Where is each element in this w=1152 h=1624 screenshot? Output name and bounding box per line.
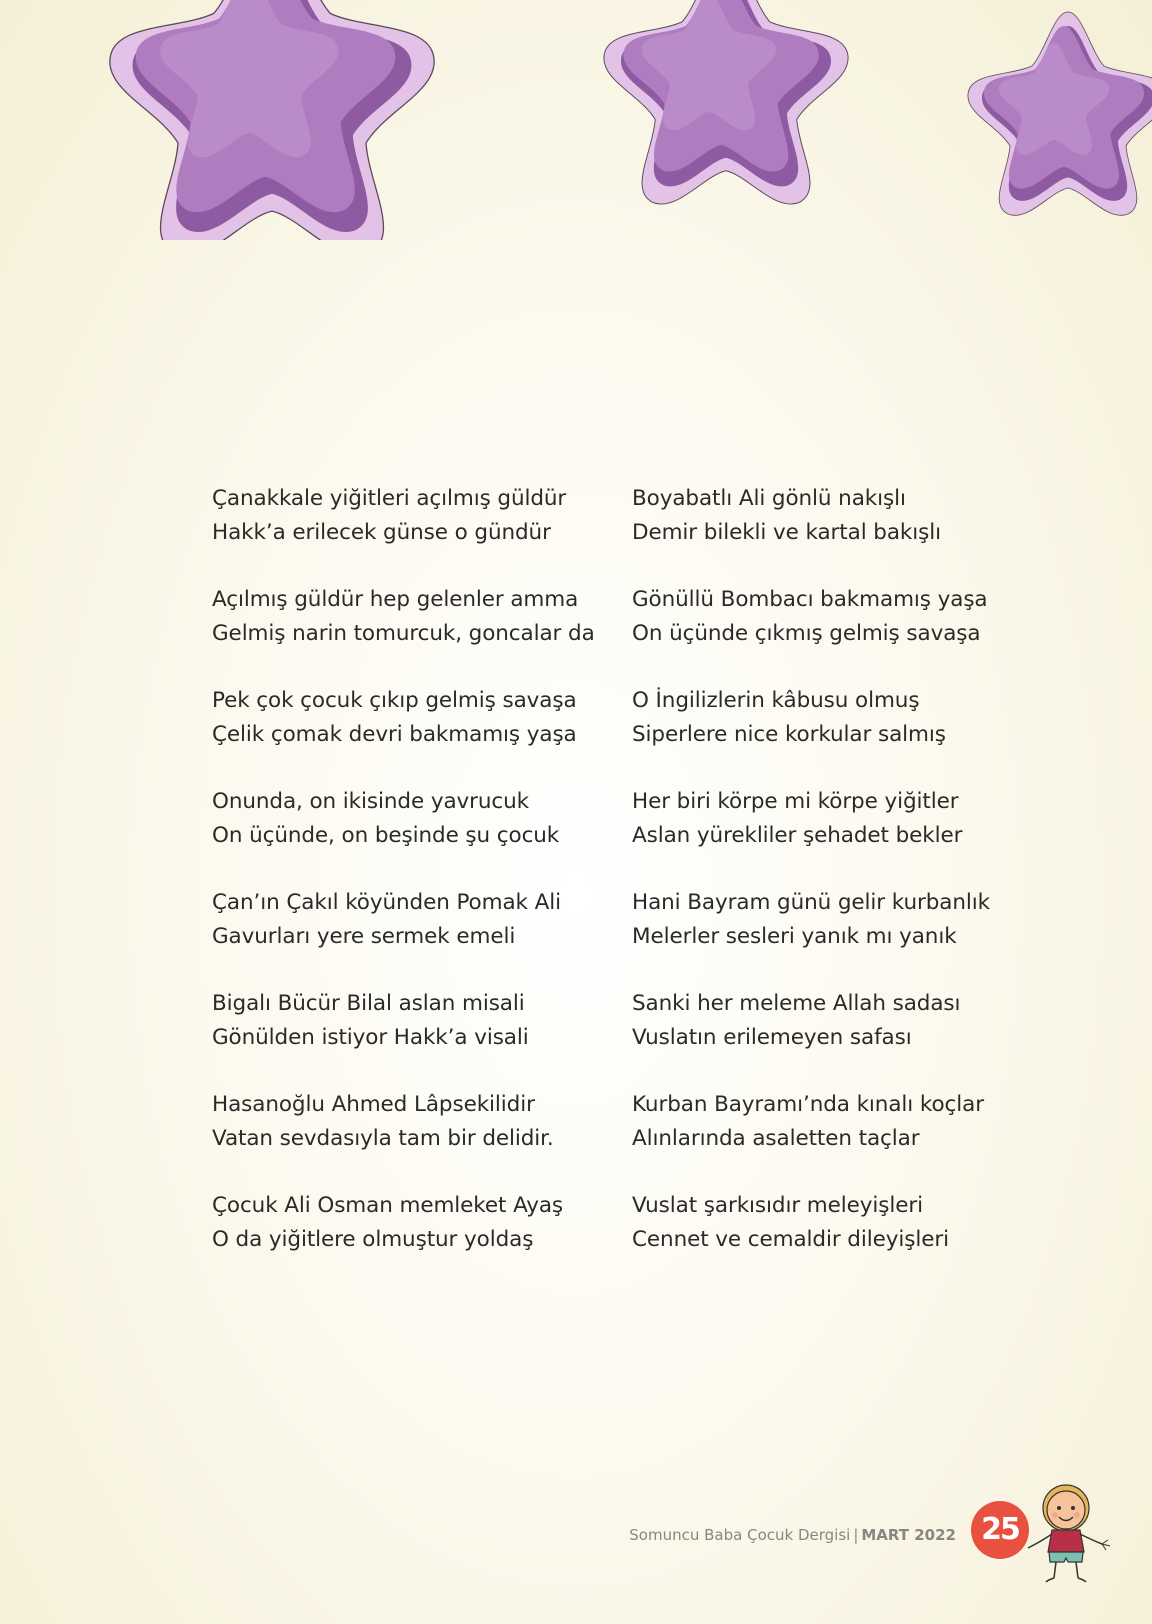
poem-line: O da yiğitlere olmuştur yoldaş — [212, 1227, 534, 1252]
footer-separator: | — [853, 1526, 859, 1544]
stanza — [632, 1088, 1012, 1156]
stanza — [212, 1189, 592, 1257]
cartoon-boy-icon — [1022, 1478, 1114, 1586]
stanza — [632, 886, 1012, 954]
poem-line: Gelmiş narin tomurcuk, goncalar da — [212, 621, 595, 646]
poem-line: Gavurları yere sermek emeli — [212, 924, 516, 949]
page-footer — [629, 1526, 956, 1544]
poem-line: On üçünde, on beşinde şu çocuk — [212, 823, 560, 848]
poem-line: Vuslat şarkısıdır meleyişleri — [632, 1193, 923, 1218]
poem-column-right — [632, 482, 1012, 1290]
poem-line: Aslan yürekliler şehadet bekler — [632, 823, 963, 848]
poem-line: Hasanoğlu Ahmed Lâpsekilidir — [212, 1092, 535, 1117]
star-icon — [968, 12, 1152, 215]
stanza — [212, 785, 592, 853]
poem-line: Çelik çomak devri bakmamış yaşa — [212, 722, 577, 747]
star-icon — [110, 0, 434, 240]
poem-line: Melerler sesleri yanık mı yanık — [632, 924, 957, 949]
stanza — [212, 684, 592, 752]
poem-line: Hani Bayram günü gelir kurbanlık — [632, 890, 990, 915]
stanza — [212, 583, 595, 651]
poem-line: Çocuk Ali Osman memleket Ayaş — [212, 1193, 564, 1218]
poem-line: O İngilizlerin kâbusu olmuş — [632, 688, 920, 713]
poem-line: Her biri körpe mi körpe yiğitler — [632, 789, 959, 814]
star-decorations — [0, 0, 1152, 240]
star-icon — [604, 0, 848, 204]
stanza — [212, 482, 592, 550]
poem-line: Pek çok çocuk çıkıp gelmiş savaşa — [212, 688, 577, 713]
poem-line: Çan’ın Çakıl köyünden Pomak Ali — [212, 890, 561, 915]
stanza — [632, 987, 1012, 1055]
poem-line: Vatan sevdasıyla tam bir delidir. — [212, 1126, 554, 1151]
stanza — [632, 785, 1012, 853]
poem-line: Boyabatlı Ali gönlü nakışlı — [632, 486, 906, 511]
poem-line: Gönülden istiyor Hakk’a visali — [212, 1025, 529, 1050]
poem-line: Onunda, on ikisinde yavrucuk — [212, 789, 530, 814]
poem-line: Demir bilekli ve kartal bakışlı — [632, 520, 942, 545]
poem-line: Açılmış güldür hep gelenler amma — [212, 587, 579, 612]
stanza — [632, 1189, 1012, 1257]
poem-line: Cennet ve cemaldir dileyişleri — [632, 1227, 949, 1252]
poem-line: Gönüllü Bombacı bakmamış yaşa — [632, 587, 988, 612]
stanza — [632, 684, 1012, 752]
issue-date: MART 2022 — [861, 1526, 956, 1544]
poem-line: Siperlere nice korkular salmış — [632, 722, 946, 747]
poem-line: Hakk’a erilecek günse o gündür — [212, 520, 551, 545]
stanza — [212, 886, 592, 954]
poem-line: Kurban Bayramı’nda kınalı koçlar — [632, 1092, 984, 1117]
poem-line: Alınlarında asaletten taçlar — [632, 1126, 920, 1151]
magazine-name: Somuncu Baba Çocuk Dergisi — [629, 1526, 851, 1544]
poem-line: Vuslatın erilemeyen safası — [632, 1025, 912, 1050]
stanza — [632, 583, 1012, 651]
poem-line: Bigalı Bücür Bilal aslan misali — [212, 991, 525, 1016]
poem-line: On üçünde çıkmış gelmiş savaşa — [632, 621, 981, 646]
stanza — [212, 1088, 592, 1156]
poem-column-left — [212, 482, 595, 1290]
stanza — [212, 987, 592, 1055]
poem-line: Sanki her meleme Allah sadası — [632, 991, 961, 1016]
page-number: 25 — [981, 1512, 1019, 1547]
poem-line: Çanakkale yiğitleri açılmış güldür — [212, 486, 567, 511]
stanza — [632, 482, 1012, 550]
